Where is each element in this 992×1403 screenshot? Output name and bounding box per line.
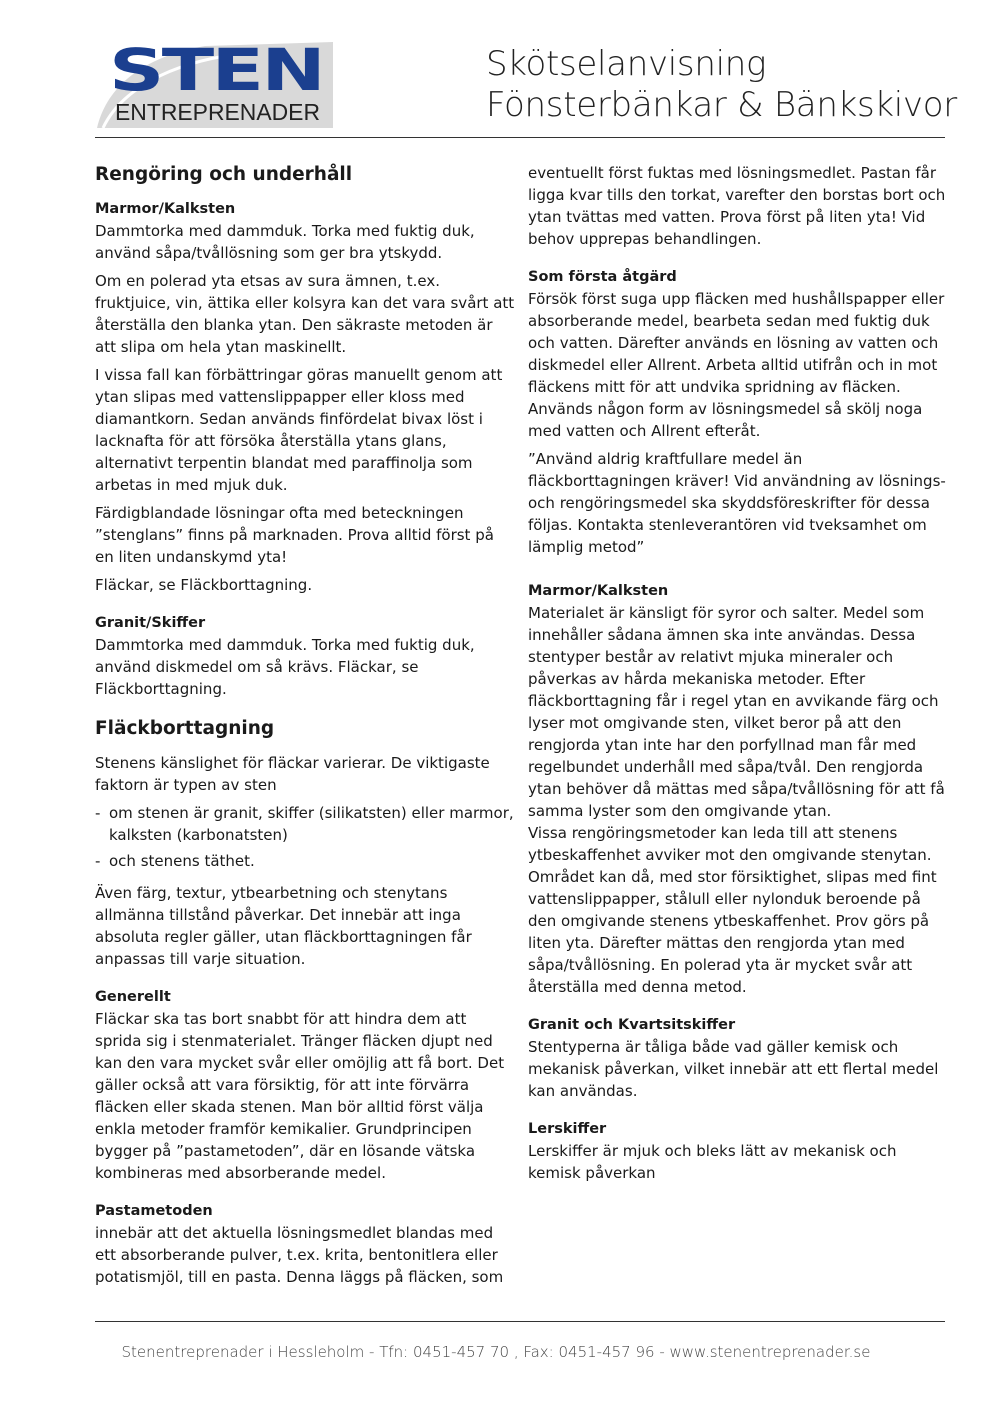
paragraph: Materialet är känsligt för syror och salter. Medel som innehåller sådana ämnen ska inte användas. Dessa stentyper består av relativt mjuka mineraler och påverkas av hårda mekaniska metoder. Efter fläckborttagning får i regel ytan en avvikande färg och lyser mot omgivande sten, vilket beror på att den rengjorda ytan inte har den porfyllnad man får med regelbundet underhåll med såpa/tvål. Den rengjorda ytan behöver då mättas med såpa/tvållösning för att få samma lyster som den omgivande ytan.	[528, 604, 945, 820]
left-column	[95, 162, 515, 1294]
paragraph: Stenens känslighet för fläckar varierar. De viktigaste faktorn är typen av sten	[95, 754, 490, 794]
sten-logo-graphic	[95, 38, 335, 130]
paragraph: ”Använd aldrig kraftfullare medel än fläckborttagningen kräver! Vid användning av lösnings- och rengöringsmedel ska skyddsföreskrifter för dessa följas. Kontakta stenleverantören vid tveksamhet om lämplig metod”	[528, 450, 946, 556]
paragraph: Om en polerad yta etsas av sura ämnen, t.ex. fruktjuice, vin, ättika eller kolsyra kan det vara svårt att återställa den blanka ytan. Den säkraste metoden är att slipa om hela ytan maskinellt.	[95, 272, 515, 356]
logo-sub-text: ENTREPRENADER	[115, 99, 320, 125]
heading-rengoring: Rengöring och underhåll	[95, 164, 353, 185]
paragraph: eventuellt först fuktas med lösningsmedlet. Pastan får ligga kvar tills den torkat, varefter den borstas bort och ytan tvättas med vatten. Prova först på liten yta! Vid behov upprepas behandlingen.	[528, 164, 946, 248]
subheading-pastametoden: Pastametoden	[95, 1203, 213, 1219]
title-line-1: Skötselanvisning	[486, 44, 767, 84]
paragraph: Dammtorka med dammduk. Torka med fuktig duk, använd såpa/tvållösning som ger bra ytskydd.	[95, 222, 475, 262]
heading-flackborttagning: Fläckborttagning	[95, 718, 275, 739]
list-item: - om stenen är granit, skiffer (silikatsten) eller marmor, kalksten (karbonatsten)	[95, 804, 514, 844]
paragraph: Vissa rengöringsmetoder kan leda till att stenens ytbeskaffenhet avviker mot den omgivande stenytan. Området kan då, med stor försiktighet, slipas med fint vattenslippapper, stålull eller nylonduk beroende på den omgivande stenens ytbeskaffenhet. Prov görs på liten yta. Därefter mättas den rengjorda ytan med såpa/tvållösning. En polerad yta är mycket svår att återställa med denna metod.	[528, 824, 937, 996]
subheading-marmor: Marmor/Kalksten	[528, 583, 669, 599]
paragraph: Även färg, textur, ytbearbetning och stenytans allmänna tillstånd påverkar. Det innebär att inga absoluta regler gäller, utan fläckborttagningen får anpassas till varje situation.	[95, 884, 472, 968]
list-dash: -	[95, 852, 101, 870]
logo-main-text: STEN	[109, 38, 323, 104]
subheading-lerskiffer: Lerskiffer	[528, 1121, 607, 1137]
subheading-forsta-atgard: Som första åtgärd	[528, 269, 677, 285]
paragraph: Dammtorka med dammduk. Torka med fuktig duk, använd diskmedel om så krävs. Fläckar, se Fläckborttagning.	[95, 636, 475, 698]
paragraph: Färdigblandade lösningar ofta med beteckningen ”stenglans” finns på marknaden. Prova alltid först på en liten undanskymd yta!	[95, 504, 494, 566]
list-item: - och stenens täthet.	[95, 852, 255, 870]
paragraph: Lerskiffer är mjuk och bleks lätt av mekanisk och kemisk påverkan	[528, 1142, 897, 1182]
paragraph: Fläckar ska tas bort snabbt för att hindra dem att sprida sig i stenmaterialet. Tränger fläcken djupt ned kan den vara mycket svår eller omöjlig att få bort. Det gäller också att vara försiktig, för att inte förvärra fläcken eller skada stenen. Man bör alltid först välja enkla metoder framför kemikalier. Grundprincipen bygger på ”pastametoden”, där en lösande vätska kombineras med absorberande medel.	[95, 1010, 505, 1182]
paragraph: Försök först suga upp fläcken med hushållspapper eller absorberande medel, bearbeta sedan med fuktig duk och vatten. Därefter används en lösning av vatten och diskmedel eller Allrent. Arbeta alltid utifrån och in mot fläckens mitt för att undvika spridning av fläcken. Används någon form av lösningsmedel så skölj noga med vatten och Allrent efteråt.	[528, 290, 945, 440]
subheading-granit: Granit/Skiffer	[95, 615, 206, 631]
list-dash: -	[95, 804, 101, 822]
document-title	[486, 44, 957, 126]
factor-list	[95, 802, 515, 872]
header-divider	[95, 137, 945, 138]
subheading-marmor: Marmor/Kalksten	[95, 201, 236, 217]
paragraph: innebär att det aktuella lösningsmedlet blandas med ett absorberande pulver, t.ex. krita, bentonitlera eller potatismjöl, till en pasta. Denna läggs på fläcken, som	[95, 1224, 504, 1286]
subheading-generellt: Generellt	[95, 989, 171, 1005]
company-logo	[95, 38, 335, 130]
footer-contact: Stenentreprenader i Hessleholm - Tfn: 0451-457 70 , Fax: 0451-457 96 - www.stenentreprenader.se	[121, 1343, 871, 1361]
paragraph: Fläckar, se Fläckborttagning.	[95, 576, 313, 594]
subheading-granit-kvartsit: Granit och Kvartsitskiffer	[528, 1017, 736, 1033]
title-line-2: Fönsterbänkar & Bänkskivor	[486, 85, 957, 125]
paragraph: I vissa fall kan förbättringar göras manuellt genom att ytan slipas med vattenslippapper eller kloss med diamantkorn. Sedan används finfördelat bivax löst i lacknafta för att försöka återställa ytans glans, alternativt terpentin blandat med paraffinolja som arbetas in med mjuk duk.	[95, 366, 503, 494]
right-column	[528, 162, 948, 1190]
footer-divider	[95, 1321, 945, 1322]
paragraph: Stentyperna är tåliga både vad gäller kemisk och mekanisk påverkan, vilket innebär att ett flertal medel kan användas.	[528, 1038, 939, 1100]
